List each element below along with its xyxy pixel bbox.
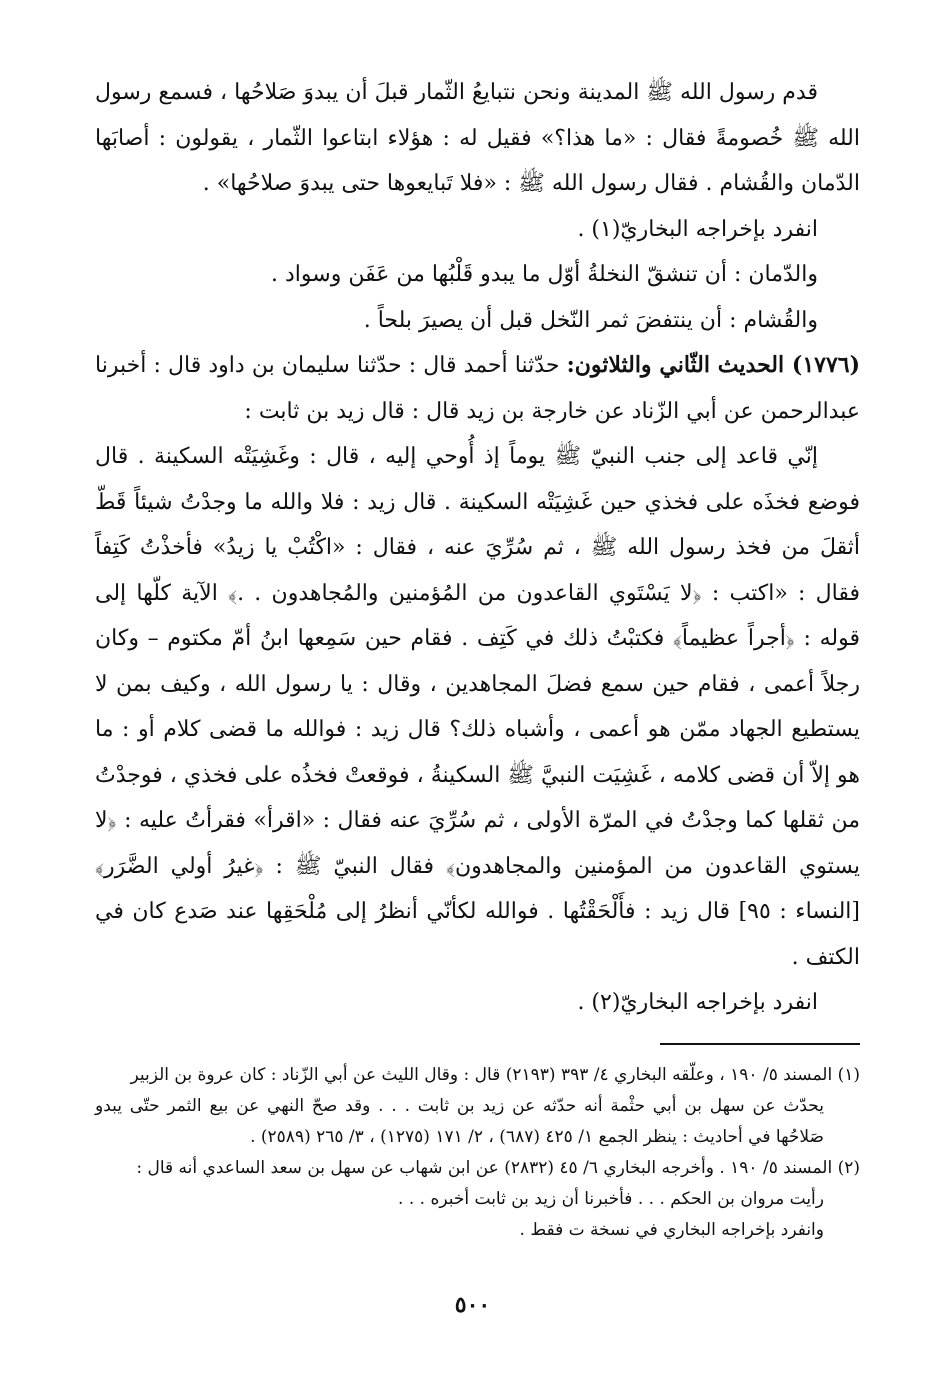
footnote-1-line-1: (١) المسند ٥/ ١٩٠ ، وعلّقه البخاري ٤/ ٣٩٣ (٢١٩٣) قال : وقال الليث عن أبي الزّناد : كان عروة بن الزبير — [130, 1065, 860, 1085]
footnotes — [95, 1060, 860, 1246]
footnote-2-line-2: رأيت مروان بن الحكم . . . فأخبرنا أن زيد بن ثابت أخبره . . . — [398, 1189, 824, 1209]
hadith-chain-text: حدّثنا أحمد قال : حدّثنا سليمان بن داود قال : أخبرنا عبدالرحمن عن أبي الزّناد عن خارجة بن زيد قال : قال زيد بن ثابت : — [95, 353, 860, 424]
paragraph-attribution-2: انفرد بإخراجه البخاريّ(٢) . — [577, 990, 818, 1015]
paragraph-definition-dammaan: والدّمان : أن تنشقّ النخلةُ أوّل ما يبدو قَلْبُها من عَفَن وسواد . — [271, 262, 818, 287]
footnote-separator — [660, 1043, 860, 1045]
paragraph-hadith-32-chain — [95, 343, 860, 434]
paragraph-hadith-32-text: إنّي قاعد إلى جنب النبيّ ﷺ يوماً إذ أُوحي إليه ، قال : وغَشِيَتْه السكينة . قال فوضع فخذَه على فخذي حين غَشِيَتْه السكينة . قال زيد : فلا والله ما وجدْتُ شيئاً قَطّ أثقلَ من فخذ رسول الله ﷺ ، ثم سُرِّيَ عنه ، فقال : «اكْتُبْ يا زيدُ» فأخذْتُ كَتِفاً فقال : «اكتب : ﴿لا يَسْتَوي القاعدون من المُؤمنين والمُجاهدون . .﴾ الآية كلّها إلى قوله : ﴿أجراً عظيماً﴾ فكتبْتُ ذلك في كَتِف . فقام حين سَمِعها ابنُ أمّ مكتوم – وكان رجلاً أعمى ، فقام حين سمع فضلَ المجاهدين ، وقال : يا رسول الله ، وكيف بمن لا يستطيع الجهاد ممّن هو أعمى ، وأشباه ذلك؟ قال زيد : فوالله ما قضى كلام أو : ما هو إلاّ أن قضى كلامه ، غَشِيَت النبيَّ ﷺ السكينةُ ، فوقعتْ فخذُه على فخذي ، فوجدْتُ من ثقلها كما وجدْتُ في المرّة الأولى ، ثم سُرِّيَ عنه فقال : «اقرأ» فقرأتُ عليه : ﴿لا يستوي القاعدون من المؤمنين والمجاهدون﴾ فقال النبيّ ﷺ : ﴿غيرُ أولي الضَّرَر﴾[النساء : ٩٥] قال زيد : فأَلْحَقْتُها . فوالله لكأنّي أنظرُ إلى مُلْحَقِها عند صَدع كان في الكتف . — [95, 444, 861, 970]
paragraph-hadith-31-text: قدم رسول الله ﷺ المدينة ونحن نتبايعُ الثّمار قبلَ أن يبدوَ صَلاحُها ، فسمع رسول الله ﷺ خُصومةً فقال : «ما هذا؟» فقيل له : هؤلاء ابتاعوا الثّمار ، يقولون : أصابَها الدّمان والقُشام . فقال رسول الله ﷺ : «فلا تَبايعوها حتى يبدوَ صلاحُها» . — [95, 80, 860, 196]
hadith-heading: (١٧٧٦) الحديث الثّاني والثلاثون: — [566, 352, 861, 378]
paragraph-definition-qushaam: والقُشام : أن ينتفضَ ثمر النّخل قبل أن يصيرَ بلحاً . — [363, 307, 818, 333]
footnote-2-line-1: (٢) المسند ٥/ ١٩٠ . وأخرجه البخاري ٦/ ٤٥ (٢٨٣٢) عن ابن شهاب عن سهل بن سعد الساعدي أنه قال : — [136, 1158, 860, 1178]
footnote-2-line-3: وانفرد بإخراجه البخاري في نسخة ت فقط . — [519, 1220, 824, 1240]
main-text — [95, 70, 860, 1026]
paragraph-attribution-1: انفرد بإخراجه البخاريّ(١) . — [577, 216, 818, 242]
footnote-1-continuation: يحدّث عن سهل بن أبي حثْمة أنه حدّثه عن زيد بن ثابت . . . وقد صحّ النهي عن بيع الثمر حتّى يبدو صَلاحُها في أحاديث : ينظر الجمع ١/ ٤٢٥ (٦٨٧) ، ٢/ ١٧١ (١٢٧٥) ، ٣/ ٢٦٥ (٢٥٨٩) . — [95, 1096, 824, 1147]
page-number: ٥٠٠ — [454, 1292, 491, 1318]
